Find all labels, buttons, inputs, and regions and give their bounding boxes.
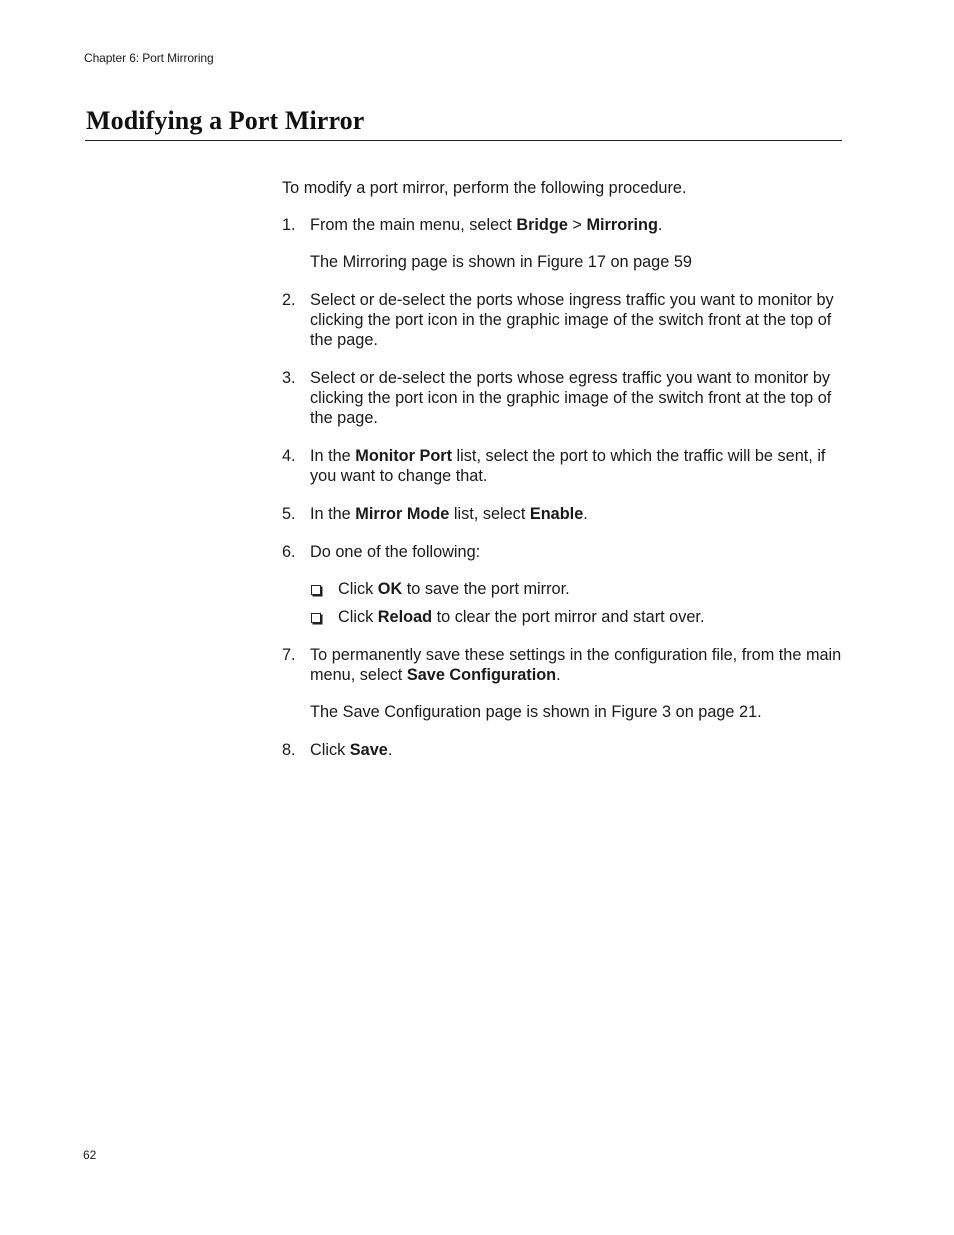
option-item: Click OK to save the port mirror. <box>310 579 852 599</box>
checkbox-bullet-icon <box>311 585 321 595</box>
step-number: 6. <box>282 543 296 561</box>
chapter-header: Chapter 6: Port Mirroring <box>84 51 214 65</box>
step-note: The Save Configuration page is shown in Figure 3 on page 21. <box>310 703 762 721</box>
step-text: Select or de-select the ports whose egress traffic you want to monitor by clicking the port icon in the graphic image of the switch front at the top of the page. <box>310 369 832 427</box>
button-term: Reload <box>377 608 433 626</box>
procedure-body <box>282 178 852 778</box>
step-text: Click Save. <box>310 741 393 759</box>
step-2 <box>282 290 852 350</box>
step-number: 5. <box>282 505 296 523</box>
title-rule <box>85 140 842 141</box>
option-list <box>310 579 852 627</box>
step-text: To permanently save these settings in the configuration file, from the main menu, select Save Configuration. <box>310 646 842 684</box>
ui-term: Monitor Port <box>355 447 453 465</box>
step-1 <box>282 215 852 272</box>
menu-term: Save Configuration <box>406 666 557 684</box>
step-text: In the Monitor Port list, select the port to which the traffic will be sent, if you want to change that. <box>310 447 826 485</box>
page-number: 62 <box>83 1148 97 1162</box>
step-number: 3. <box>282 369 296 387</box>
menu-term: Bridge <box>516 216 568 234</box>
step-3 <box>282 368 852 428</box>
step-number: 8. <box>282 741 296 759</box>
step-number: 7. <box>282 646 296 664</box>
button-term: Save <box>349 741 388 759</box>
ui-term: Mirror Mode <box>355 505 450 523</box>
procedure-steps <box>282 215 852 760</box>
step-text: From the main menu, select Bridge > Mirroring. <box>310 216 663 234</box>
step-8 <box>282 740 852 760</box>
step-text: Select or de-select the ports whose ingress traffic you want to monitor by clicking the port icon in the graphic image of the switch front at the top of the page. <box>310 291 834 349</box>
step-number: 2. <box>282 291 296 309</box>
menu-term: Mirroring <box>586 216 658 234</box>
checkbox-bullet-icon <box>311 613 321 623</box>
step-text: In the Mirror Mode list, select Enable. <box>310 505 588 523</box>
intro-paragraph: To modify a port mirror, perform the following procedure. <box>282 179 687 197</box>
step-7 <box>282 645 852 722</box>
step-text: Do one of the following: <box>310 543 481 561</box>
button-term: OK <box>377 580 403 598</box>
section-title: Modifying a Port Mirror <box>86 106 365 135</box>
step-number: 4. <box>282 447 296 465</box>
option-item: Click Reload to clear the port mirror and start over. <box>310 607 852 627</box>
step-4 <box>282 446 852 486</box>
step-number: 1. <box>282 216 296 234</box>
step-6 <box>282 542 852 627</box>
ui-term: Enable <box>529 505 584 523</box>
step-note: The Mirroring page is shown in Figure 17 on page 59 <box>310 253 692 271</box>
step-5 <box>282 504 852 524</box>
